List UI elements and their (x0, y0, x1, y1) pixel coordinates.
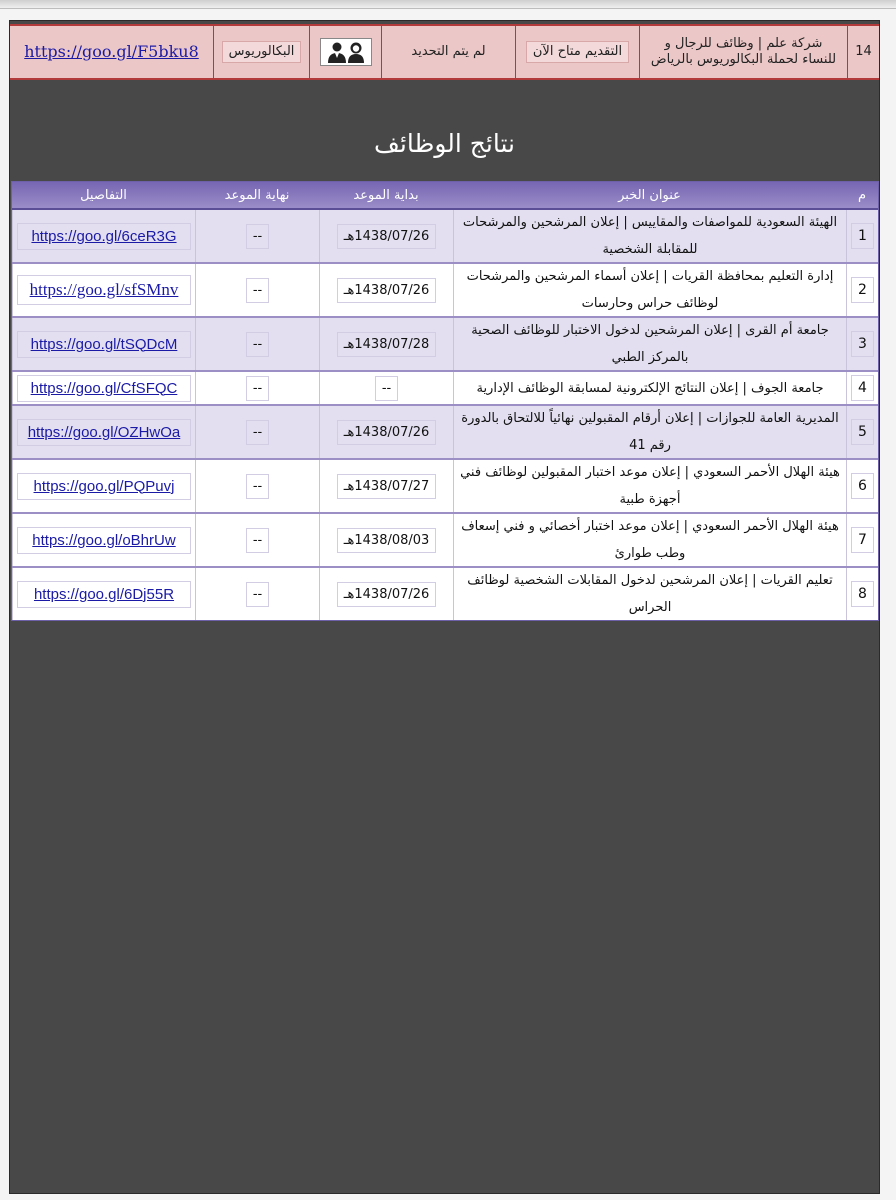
row-start: -- (375, 376, 398, 401)
table-row (12, 406, 878, 460)
row-num: 3 (851, 331, 874, 357)
row-start: 1438/07/26هـ (337, 278, 437, 303)
top-row-apply-status-text: التقديم متاح الآن (526, 41, 629, 63)
top-row-deadline (381, 26, 515, 78)
row-start: 1438/07/26هـ (337, 420, 437, 445)
top-row-deadline-text: لم يتم التحديد (411, 43, 486, 59)
row-num: 1 (851, 223, 874, 249)
window-top-bar (0, 0, 896, 9)
top-row-qualification-text: البكالوريوس (222, 41, 302, 63)
row-link[interactable]: https://goo.gl/sfSMnv (17, 275, 191, 305)
row-end: -- (246, 420, 269, 445)
row-link[interactable]: https://goo.gl/OZHwOa (17, 419, 191, 446)
table-row (12, 568, 878, 620)
top-row-company (639, 26, 847, 78)
table-header (12, 182, 878, 210)
table-row (12, 514, 878, 568)
row-title: جامعة الجوف | إعلان النتائج الإلكترونية لمسابقة الوظائف الإدارية (476, 380, 824, 396)
row-start: 1438/07/27هـ (337, 474, 437, 499)
table-row (12, 460, 878, 514)
row-end: -- (246, 376, 269, 401)
top-row-link[interactable]: https://goo.gl/F5bku8 (24, 42, 199, 61)
row-link[interactable]: https://goo.gl/oBhrUw (17, 527, 191, 554)
row-title: هيئة الهلال الأحمر السعودي | إعلان موعد اختبار المقبولين لوظائف فني أجهزة طبية (460, 465, 840, 507)
header-details: التفاصيل (80, 187, 127, 203)
top-row-qualification (213, 26, 309, 78)
table-row (12, 210, 878, 264)
row-link[interactable]: https://goo.gl/PQPuvj (17, 473, 191, 500)
row-link[interactable]: https://goo.gl/6ceR3G (17, 223, 191, 250)
table-row (12, 318, 878, 372)
row-title: تعليم القريات | إعلان المرشحين لدخول المقابلات الشخصية لوظائف الحراس (467, 573, 833, 615)
row-start: 1438/08/03هـ (337, 528, 437, 553)
top-row-link-cell (10, 26, 213, 78)
row-num: 5 (851, 419, 874, 445)
row-title: جامعة أم القرى | إعلان المرشحين لدخول الاختبار للوظائف الصحية بالمركز الطبي (471, 323, 829, 365)
row-num: 4 (851, 375, 874, 401)
row-num: 7 (851, 527, 874, 553)
header-start: بداية الموعد (353, 187, 419, 203)
top-job-row (10, 24, 879, 80)
header-end: نهاية الموعد (224, 187, 290, 203)
row-start: 1438/07/26هـ (337, 582, 437, 607)
table-row (12, 372, 878, 406)
top-row-company-text: شركة علم | وظائف للرجال و للنساء لحملة البكالوريوس بالرياض (650, 35, 837, 67)
row-num: 2 (851, 277, 874, 303)
row-end: -- (246, 224, 269, 249)
section-title: نتائج الوظائف (374, 129, 515, 158)
table-row (12, 264, 878, 318)
male-female-icon (320, 38, 372, 66)
row-start: 1438/07/28هـ (337, 332, 437, 357)
row-end: -- (246, 332, 269, 357)
header-title: عنوان الخبر (618, 187, 681, 203)
row-end: -- (246, 474, 269, 499)
top-row-number (847, 26, 879, 78)
row-link[interactable]: https://goo.gl/6Dj55R (17, 581, 191, 608)
row-num: 8 (851, 581, 874, 607)
results-table (11, 181, 879, 621)
top-row-gender (309, 26, 381, 78)
row-link[interactable]: https://goo.gl/CfSFQC (17, 375, 191, 402)
row-title: هيئة الهلال الأحمر السعودي | إعلان موعد اختبار أخصائي و فني إسعاف وطب طوارئ (461, 519, 839, 561)
row-title: إدارة التعليم بمحافظة القريات | إعلان أسماء المرشحين والمرشحات لوظائف حراس وحارسات (466, 269, 834, 311)
top-row-number-text: 14 (855, 43, 872, 59)
row-num: 6 (851, 473, 874, 499)
row-start: 1438/07/26هـ (337, 224, 437, 249)
document-frame (9, 20, 880, 1194)
row-end: -- (246, 528, 269, 553)
row-title: المديرية العامة للجوازات | إعلان أرقام المقبولين نهائياً للالتحاق بالدورة رقم 41 (461, 411, 839, 453)
row-link[interactable]: https://goo.gl/tSQDcM (17, 331, 191, 358)
row-end: -- (246, 582, 269, 607)
row-end: -- (246, 278, 269, 303)
top-row-apply-status (515, 26, 639, 78)
row-title: الهيئة السعودية للمواصفات والمقاييس | إعلان المرشحين والمرشحات للمقابلة الشخصية (462, 215, 838, 257)
header-num: م (857, 187, 867, 203)
